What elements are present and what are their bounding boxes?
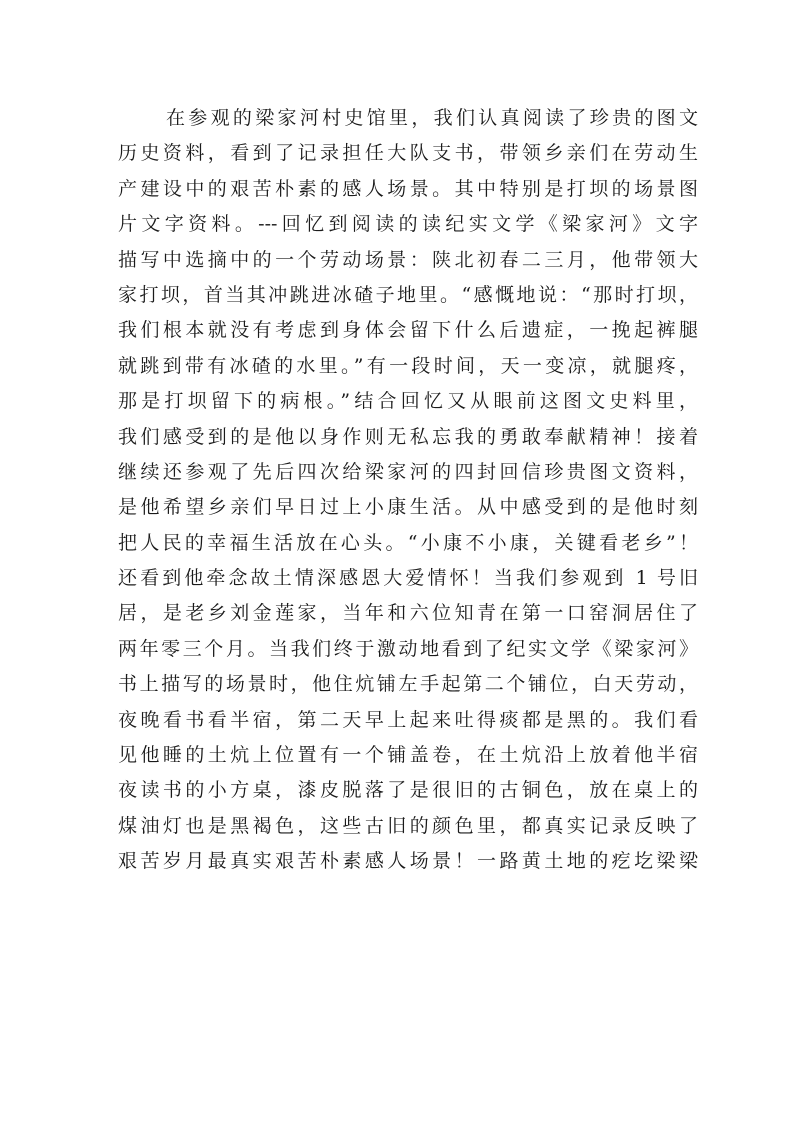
text-line: 在参观的梁家河村史馆里，我们认真阅读了珍贵的图文 — [166, 107, 698, 129]
text-line: 煤油灯也是黑褐色，这些古旧的颜色里，都真实记录反映了 — [118, 814, 698, 837]
text-line: 见他睡的土炕上位置有一个铺盖卷，在土炕沿上放着他半宿 — [118, 744, 698, 767]
text-line: 还看到他牵念故土情深感恩大爱情怀！当我们参观到 1 号旧 — [118, 567, 698, 590]
text-line: 片文字资料。---回忆到阅读的读纪实文学《梁家河》文字 — [118, 213, 698, 236]
text-line: 家打坝，首当其冲跳进冰碴子地里。“感慨地说：“那时打坝， — [118, 283, 698, 306]
text-line: 历史资料，看到了记录担任大队支书，带领乡亲们在劳动生 — [118, 142, 698, 165]
text-line: 继续还参观了先后四次给梁家河的四封回信珍贵图文资料， — [118, 460, 698, 483]
text-line: 产建设中的艰苦朴素的感人场景。其中特别是打坝的场景图 — [118, 177, 698, 200]
body-paragraph — [118, 101, 698, 880]
text-line: 夜读书的小方桌，漆皮脱落了是很旧的古铜色，放在桌上的 — [118, 779, 698, 802]
text-line: 两年零三个月。当我们终于激动地看到了纪实文学《梁家河》 — [118, 637, 698, 660]
text-line: 我们根本就没有考虑到身体会留下什么后遗症，一挽起裤腿 — [118, 319, 698, 342]
text-line: 是他希望乡亲们早日过上小康生活。从中感受到的是他时刻 — [118, 496, 698, 519]
text-line: 我们感受到的是他以身作则无私忘我的勇敢奉献精神！接着 — [118, 425, 698, 448]
text-line: 书上描写的场景时，他住炕铺左手起第二个铺位，白天劳动， — [118, 673, 698, 696]
text-line: 那是打坝留下的病根。”结合回忆又从眼前这图文史料里， — [118, 390, 698, 413]
text-line: 居，是老乡刘金莲家，当年和六位知青在第一口窑洞居住了 — [118, 602, 698, 625]
text-line: 描写中选摘中的一个劳动场景：陕北初春二三月，他带领大 — [118, 248, 698, 271]
text-line: 把人民的幸福生活放在心头。“小康不小康，关键看老乡”！ — [118, 531, 698, 554]
text-line: 艰苦岁月最真实艰苦朴素感人场景！一路黄土地的疙圪梁梁 — [118, 850, 698, 873]
text-line: 夜晚看书看半宿，第二天早上起来吐得痰都是黑的。我们看 — [118, 708, 698, 731]
text-line: 就跳到带有冰碴的水里。”有一段时间，天一变凉，就腿疼， — [118, 354, 698, 377]
